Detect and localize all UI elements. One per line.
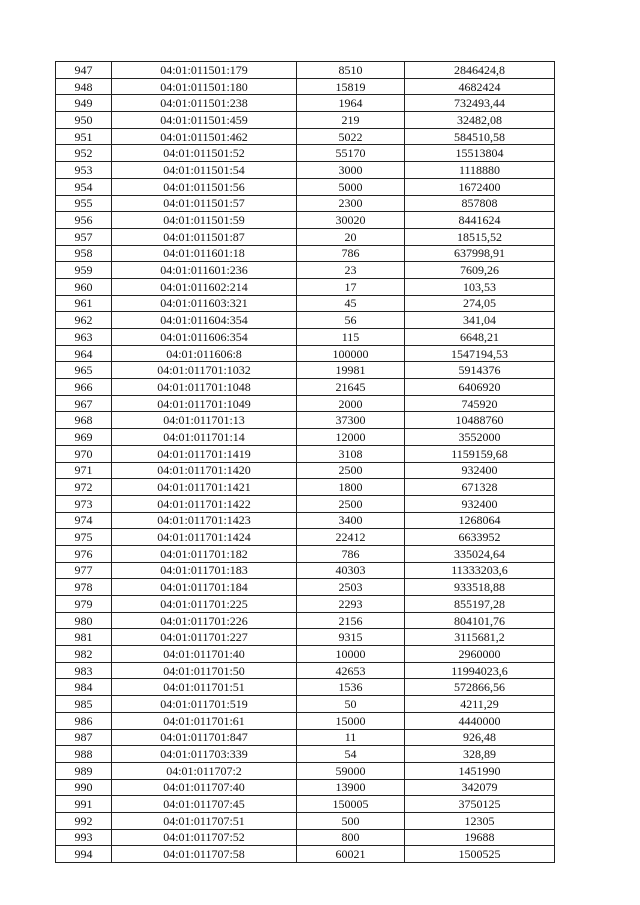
table-row	[56, 112, 555, 129]
cadastral-number-cell: 04:01:011501:56	[112, 178, 297, 195]
area-cell: 23	[297, 262, 405, 279]
row-number-cell: 951	[56, 128, 112, 145]
cadastral-number-cell: 04:01:011606:8	[112, 345, 297, 362]
table-row	[56, 462, 555, 479]
table-row	[56, 362, 555, 379]
value-cell: 4440000	[405, 712, 555, 729]
table-row	[56, 78, 555, 95]
row-number-cell: 984	[56, 679, 112, 696]
area-cell: 12000	[297, 429, 405, 446]
row-number-cell: 954	[56, 178, 112, 195]
table-body	[56, 62, 555, 863]
table-row	[56, 679, 555, 696]
area-cell: 2300	[297, 195, 405, 212]
table-row	[56, 729, 555, 746]
table-row	[56, 545, 555, 562]
cadastral-number-cell: 04:01:011707:58	[112, 846, 297, 863]
row-number-cell: 993	[56, 829, 112, 846]
table-row	[56, 712, 555, 729]
row-number-cell: 960	[56, 278, 112, 295]
row-number-cell: 970	[56, 445, 112, 462]
row-number-cell: 976	[56, 545, 112, 562]
table-row	[56, 395, 555, 412]
cadastral-number-cell: 04:01:011701:183	[112, 562, 297, 579]
table-row	[56, 228, 555, 245]
cadastral-number-cell: 04:01:011701:51	[112, 679, 297, 696]
cadastral-number-cell: 04:01:011701:1049	[112, 395, 297, 412]
value-cell: 857808	[405, 195, 555, 212]
table-row	[56, 779, 555, 796]
row-number-cell: 958	[56, 245, 112, 262]
cadastral-number-cell: 04:01:011701:1420	[112, 462, 297, 479]
area-cell: 17	[297, 278, 405, 295]
value-cell: 1547194,53	[405, 345, 555, 362]
cadastral-number-cell: 04:01:011701:61	[112, 712, 297, 729]
cadastral-number-cell: 04:01:011707:52	[112, 829, 297, 846]
value-cell: 932400	[405, 462, 555, 479]
cadastral-number-cell: 04:01:011701:847	[112, 729, 297, 746]
row-number-cell: 987	[56, 729, 112, 746]
value-cell: 342079	[405, 779, 555, 796]
value-cell: 11333203,6	[405, 562, 555, 579]
table-row	[56, 178, 555, 195]
value-cell: 1672400	[405, 178, 555, 195]
cadastral-number-cell: 04:01:011501:459	[112, 112, 297, 129]
value-cell: 4211,29	[405, 696, 555, 713]
row-number-cell: 950	[56, 112, 112, 129]
cadastral-number-cell: 04:01:011604:354	[112, 312, 297, 329]
row-number-cell: 971	[56, 462, 112, 479]
value-cell: 341,04	[405, 312, 555, 329]
row-number-cell: 948	[56, 78, 112, 95]
cadastral-number-cell: 04:01:011701:13	[112, 412, 297, 429]
area-cell: 115	[297, 329, 405, 346]
table-row	[56, 696, 555, 713]
area-cell: 2500	[297, 462, 405, 479]
area-cell: 13900	[297, 779, 405, 796]
cadastral-number-cell: 04:01:011701:227	[112, 629, 297, 646]
cadastral-number-cell: 04:01:011601:236	[112, 262, 297, 279]
area-cell: 8510	[297, 62, 405, 79]
area-cell: 2500	[297, 495, 405, 512]
area-cell: 1964	[297, 95, 405, 112]
value-cell: 6633952	[405, 529, 555, 546]
value-cell: 7609,26	[405, 262, 555, 279]
table-row	[56, 212, 555, 229]
row-number-cell: 952	[56, 145, 112, 162]
row-number-cell: 947	[56, 62, 112, 79]
cadastral-number-cell: 04:01:011501:54	[112, 162, 297, 179]
value-cell: 15513804	[405, 145, 555, 162]
area-cell: 50	[297, 696, 405, 713]
row-number-cell: 990	[56, 779, 112, 796]
area-cell: 55170	[297, 145, 405, 162]
area-cell: 800	[297, 829, 405, 846]
value-cell: 6648,21	[405, 329, 555, 346]
land-plots-table	[55, 61, 555, 863]
area-cell: 1800	[297, 479, 405, 496]
row-number-cell: 963	[56, 329, 112, 346]
value-cell: 933518,88	[405, 579, 555, 596]
area-cell: 11	[297, 729, 405, 746]
area-cell: 42653	[297, 662, 405, 679]
area-cell: 15819	[297, 78, 405, 95]
table-row	[56, 62, 555, 79]
area-cell: 21645	[297, 379, 405, 396]
area-cell: 2503	[297, 579, 405, 596]
area-cell: 3108	[297, 445, 405, 462]
cadastral-number-cell: 04:01:011606:354	[112, 329, 297, 346]
table-row	[56, 812, 555, 829]
cadastral-number-cell: 04:01:011707:2	[112, 762, 297, 779]
table-row	[56, 145, 555, 162]
row-number-cell: 953	[56, 162, 112, 179]
area-cell: 9315	[297, 629, 405, 646]
value-cell: 6406920	[405, 379, 555, 396]
value-cell: 1500525	[405, 846, 555, 863]
value-cell: 103,53	[405, 278, 555, 295]
cadastral-number-cell: 04:01:011707:40	[112, 779, 297, 796]
cadastral-number-cell: 04:01:011701:1421	[112, 479, 297, 496]
table-row	[56, 662, 555, 679]
cadastral-number-cell: 04:01:011501:59	[112, 212, 297, 229]
cadastral-number-cell: 04:01:011701:40	[112, 646, 297, 663]
row-number-cell: 980	[56, 612, 112, 629]
table-row	[56, 429, 555, 446]
value-cell: 2846424,8	[405, 62, 555, 79]
value-cell: 1159159,68	[405, 445, 555, 462]
value-cell: 3750125	[405, 796, 555, 813]
table-row	[56, 562, 555, 579]
table-row	[56, 529, 555, 546]
value-cell: 19688	[405, 829, 555, 846]
cadastral-number-cell: 04:01:011701:184	[112, 579, 297, 596]
table-row	[56, 412, 555, 429]
table-row	[56, 128, 555, 145]
value-cell: 8441624	[405, 212, 555, 229]
table-row	[56, 262, 555, 279]
area-cell: 100000	[297, 345, 405, 362]
row-number-cell: 964	[56, 345, 112, 362]
row-number-cell: 961	[56, 295, 112, 312]
value-cell: 12305	[405, 812, 555, 829]
row-number-cell: 991	[56, 796, 112, 813]
table-row	[56, 479, 555, 496]
area-cell: 56	[297, 312, 405, 329]
row-number-cell: 969	[56, 429, 112, 446]
value-cell: 4682424	[405, 78, 555, 95]
table-row	[56, 345, 555, 362]
table-row	[56, 579, 555, 596]
cadastral-number-cell: 04:01:011701:1423	[112, 512, 297, 529]
table-row	[56, 746, 555, 763]
area-cell: 40303	[297, 562, 405, 579]
row-number-cell: 983	[56, 662, 112, 679]
area-cell: 19981	[297, 362, 405, 379]
row-number-cell: 972	[56, 479, 112, 496]
table-row	[56, 596, 555, 613]
table-row	[56, 329, 555, 346]
value-cell: 274,05	[405, 295, 555, 312]
value-cell: 10488760	[405, 412, 555, 429]
area-cell: 30020	[297, 212, 405, 229]
cadastral-number-cell: 04:01:011701:14	[112, 429, 297, 446]
cadastral-number-cell: 04:01:011501:180	[112, 78, 297, 95]
cadastral-number-cell: 04:01:011701:1424	[112, 529, 297, 546]
row-number-cell: 962	[56, 312, 112, 329]
area-cell: 1536	[297, 679, 405, 696]
cadastral-number-cell: 04:01:011701:1422	[112, 495, 297, 512]
table-row	[56, 796, 555, 813]
cadastral-number-cell: 04:01:011701:50	[112, 662, 297, 679]
table-row	[56, 762, 555, 779]
table-row	[56, 162, 555, 179]
cadastral-number-cell: 04:01:011707:51	[112, 812, 297, 829]
value-cell: 32482,08	[405, 112, 555, 129]
cadastral-number-cell: 04:01:011501:52	[112, 145, 297, 162]
area-cell: 219	[297, 112, 405, 129]
area-cell: 786	[297, 245, 405, 262]
cadastral-number-cell: 04:01:011701:1048	[112, 379, 297, 396]
table-row	[56, 512, 555, 529]
row-number-cell: 959	[56, 262, 112, 279]
value-cell: 3115681,2	[405, 629, 555, 646]
area-cell: 3000	[297, 162, 405, 179]
table-row	[56, 846, 555, 863]
cadastral-number-cell: 04:01:011501:238	[112, 95, 297, 112]
cadastral-number-cell: 04:01:011501:87	[112, 228, 297, 245]
row-number-cell: 986	[56, 712, 112, 729]
row-number-cell: 981	[56, 629, 112, 646]
table-row	[56, 445, 555, 462]
cadastral-number-cell: 04:01:011501:179	[112, 62, 297, 79]
area-cell: 10000	[297, 646, 405, 663]
table-row	[56, 278, 555, 295]
cadastral-number-cell: 04:01:011701:1032	[112, 362, 297, 379]
row-number-cell: 957	[56, 228, 112, 245]
row-number-cell: 978	[56, 579, 112, 596]
area-cell: 2000	[297, 395, 405, 412]
value-cell: 637998,91	[405, 245, 555, 262]
value-cell: 855197,28	[405, 596, 555, 613]
row-number-cell: 956	[56, 212, 112, 229]
row-number-cell: 949	[56, 95, 112, 112]
value-cell: 328,89	[405, 746, 555, 763]
value-cell: 804101,76	[405, 612, 555, 629]
row-number-cell: 988	[56, 746, 112, 763]
cadastral-number-cell: 04:01:011701:182	[112, 545, 297, 562]
cadastral-number-cell: 04:01:011701:1419	[112, 445, 297, 462]
row-number-cell: 989	[56, 762, 112, 779]
row-number-cell: 974	[56, 512, 112, 529]
value-cell: 2960000	[405, 646, 555, 663]
row-number-cell: 994	[56, 846, 112, 863]
value-cell: 932400	[405, 495, 555, 512]
table-row	[56, 495, 555, 512]
area-cell: 5022	[297, 128, 405, 145]
table-row	[56, 646, 555, 663]
value-cell: 335024,64	[405, 545, 555, 562]
row-number-cell: 955	[56, 195, 112, 212]
cadastral-number-cell: 04:01:011501:57	[112, 195, 297, 212]
cadastral-number-cell: 04:01:011501:462	[112, 128, 297, 145]
value-cell: 926,48	[405, 729, 555, 746]
row-number-cell: 975	[56, 529, 112, 546]
value-cell: 572866,56	[405, 679, 555, 696]
row-number-cell: 992	[56, 812, 112, 829]
table-row	[56, 95, 555, 112]
table-row	[56, 312, 555, 329]
row-number-cell: 979	[56, 596, 112, 613]
area-cell: 3400	[297, 512, 405, 529]
area-cell: 2293	[297, 596, 405, 613]
cadastral-number-cell: 04:01:011707:45	[112, 796, 297, 813]
cadastral-number-cell: 04:01:011701:519	[112, 696, 297, 713]
value-cell: 745920	[405, 395, 555, 412]
table-row	[56, 829, 555, 846]
area-cell: 59000	[297, 762, 405, 779]
area-cell: 45	[297, 295, 405, 312]
table-row	[56, 612, 555, 629]
row-number-cell: 973	[56, 495, 112, 512]
value-cell: 1268064	[405, 512, 555, 529]
area-cell: 37300	[297, 412, 405, 429]
area-cell: 22412	[297, 529, 405, 546]
table-row	[56, 245, 555, 262]
table-row	[56, 195, 555, 212]
area-cell: 15000	[297, 712, 405, 729]
cadastral-number-cell: 04:01:011701:226	[112, 612, 297, 629]
row-number-cell: 967	[56, 395, 112, 412]
value-cell: 5914376	[405, 362, 555, 379]
value-cell: 11994023,6	[405, 662, 555, 679]
area-cell: 20	[297, 228, 405, 245]
value-cell: 1118880	[405, 162, 555, 179]
row-number-cell: 985	[56, 696, 112, 713]
value-cell: 1451990	[405, 762, 555, 779]
cadastral-number-cell: 04:01:011602:214	[112, 278, 297, 295]
table-row	[56, 629, 555, 646]
value-cell: 732493,44	[405, 95, 555, 112]
value-cell: 3552000	[405, 429, 555, 446]
table-row	[56, 295, 555, 312]
table-row	[56, 379, 555, 396]
row-number-cell: 965	[56, 362, 112, 379]
cadastral-number-cell: 04:01:011603:321	[112, 295, 297, 312]
cadastral-number-cell: 04:01:011701:225	[112, 596, 297, 613]
cadastral-number-cell: 04:01:011703:339	[112, 746, 297, 763]
row-number-cell: 966	[56, 379, 112, 396]
value-cell: 18515,52	[405, 228, 555, 245]
area-cell: 500	[297, 812, 405, 829]
row-number-cell: 968	[56, 412, 112, 429]
cadastral-number-cell: 04:01:011601:18	[112, 245, 297, 262]
row-number-cell: 977	[56, 562, 112, 579]
area-cell: 5000	[297, 178, 405, 195]
area-cell: 2156	[297, 612, 405, 629]
value-cell: 584510,58	[405, 128, 555, 145]
area-cell: 786	[297, 545, 405, 562]
area-cell: 150005	[297, 796, 405, 813]
area-cell: 54	[297, 746, 405, 763]
area-cell: 60021	[297, 846, 405, 863]
value-cell: 671328	[405, 479, 555, 496]
row-number-cell: 982	[56, 646, 112, 663]
